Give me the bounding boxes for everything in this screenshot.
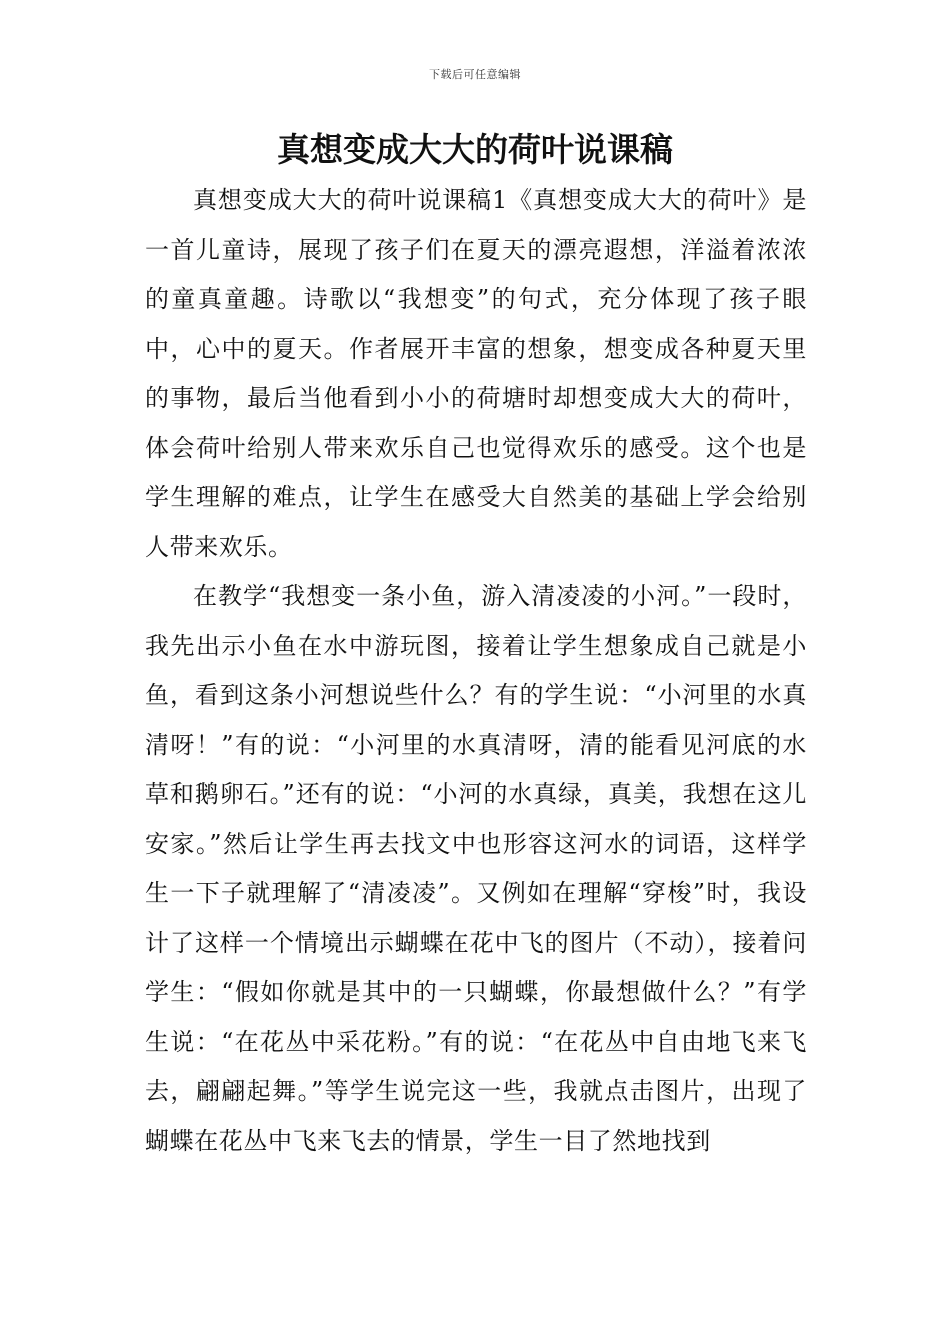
paragraph-2: 在教学“我想变一条小鱼，游入清凌凌的小河。”一段时，我先出示小鱼在水中游玩图，接着让学生想象成自己就是小鱼，看到这条小河想说些什么？有的学生说：“小河里的水真清呀！”有的说：“小河里的水真清呀，清的能看见河底的水草和鹅卵石。”还有的说：“小河的水真绿，真美，我想在这儿安家。”然后让学生再去找文中也形容这河水的词语，这样学生一下子就理解了“清凌凌”。又例如在理解“穿梭”时，我设计了这样一个情境出示蝴蝶在花中飞的图片（不动），接着问学生：“假如你就是其中的一只蝴蝶，你最想做什么？”有学生说：“在花丛中采花粉。”有的说：“在花丛中自由地飞来飞去，翩翩起舞。”等学生说完这一些，我就点击图片，出现了蝴蝶在花丛中飞来飞去的情景，学生一目了然地找到	[145, 582, 807, 1155]
paragraph-1: 真想变成大大的荷叶说课稿1《真想变成大大的荷叶》是一首儿童诗，展现了孩子们在夏天的漂亮遐想，洋溢着浓浓的童真童趣。诗歌以“我想变”的句式，充分体现了孩子眼中，心中的夏天。作者展开丰富的想象，想变成各种夏天里的事物，最后当他看到小小的荷塘时却想变成大大的荷叶，体会荷叶给别人带来欢乐自己也觉得欢乐的感受。这个也是学生理解的难点，让学生在感受大自然美的基础上学会给别人带来欢乐。	[145, 186, 807, 561]
header-note: 下载后可任意编辑	[429, 68, 521, 81]
document-body	[145, 176, 807, 1166]
document-title: 真想变成大大的荷叶说课稿	[277, 130, 673, 169]
